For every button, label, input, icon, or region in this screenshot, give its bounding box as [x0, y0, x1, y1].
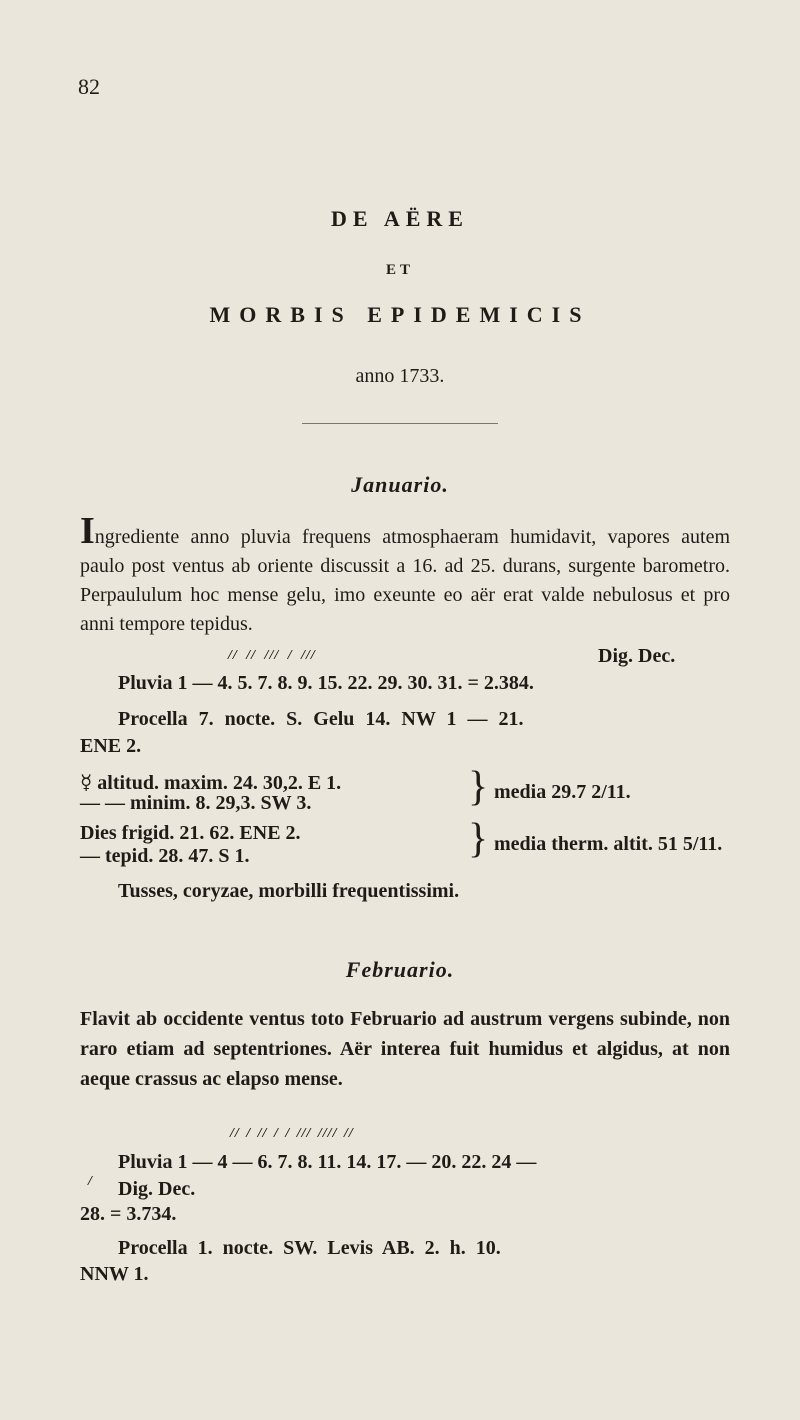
days-cold: Dies frigid. 21. 62. ENE 2. — [80, 822, 301, 844]
barometer-min: — — minim. 8. 29,3. SW 3. — [80, 792, 312, 814]
brace-barometer: } — [468, 764, 489, 810]
thermometer-media: media therm. altit. 51 5/11. — [494, 833, 723, 855]
february-procella: Procella 1. nocte. SW. Levis AB. 2. h. 10. — [118, 1237, 501, 1259]
february-dig-mark: / — [88, 1174, 93, 1189]
page-number: 82 — [78, 74, 100, 99]
february-paragraph: Flavit ab occidente ventus toto Februario ad austrum vergens subinde, non raro etiam ad septentriones. Aër interea fuit humidus et algidus, at non aeque crassus ac elapso mense. — [80, 1008, 730, 1090]
february-pluvia-total: 28. = 3.734. — [80, 1203, 177, 1225]
february-pluvia-marks: // / // / / /// //// // — [230, 1126, 354, 1141]
days-warm: — tepid. 28. 47. S 1. — [80, 845, 250, 867]
barometer-media: media 29.7 2/11. — [494, 781, 631, 803]
title-morbis-epidemicis: MORBIS EPIDEMICIS — [209, 302, 591, 327]
february-dig-dec: Dig. Dec. — [118, 1178, 196, 1200]
january-procella: Procella 7. nocte. S. Gelu 14. NW 1 — 21. — [118, 708, 524, 730]
january-procella-cont: ENE 2. — [80, 735, 142, 757]
divider-rule — [302, 423, 498, 424]
drop-cap: I — [80, 510, 95, 552]
title-year: anno 1733. — [355, 365, 445, 387]
january-pluvia-marks: // // /// / /// — [228, 648, 316, 663]
january-pluvia: Pluvia 1 — 4. 5. 7. 8. 9. 15. 22. 29. 30. 31. = 2.384. — [118, 672, 534, 694]
january-heading: Januario. — [351, 472, 449, 497]
february-pluvia: Pluvia 1 — 4 — 6. 7. 8. 11. 14. 17. — 20. 22. 24 — — [118, 1151, 537, 1173]
january-paragraph — [80, 510, 730, 639]
february-procella-cont: NNW 1. — [80, 1263, 149, 1285]
january-dig-dec: Dig. Dec. — [598, 645, 676, 667]
barometer-max: ☿ altitud. maxim. 24. 30,2. E 1. — [80, 772, 342, 794]
january-diseases: Tusses, coryzae, morbilli frequentissimi. — [118, 880, 460, 902]
february-heading: Februario. — [345, 957, 455, 982]
title-de-aere: DE AËRE — [331, 206, 469, 231]
january-text: ngrediente anno pluvia frequens atmosphaeram humidavit, vapores autem paulo post ventus ab oriente discussit a 16. ad 25. durans, surgente barometro. Perpaululum hoc mense gelu, imo exeunte eo aër erat valde nebulosus et pro anni tempore tepidus. — [80, 526, 730, 635]
title-et: ET — [385, 262, 414, 278]
brace-thermometer: } — [468, 816, 489, 862]
